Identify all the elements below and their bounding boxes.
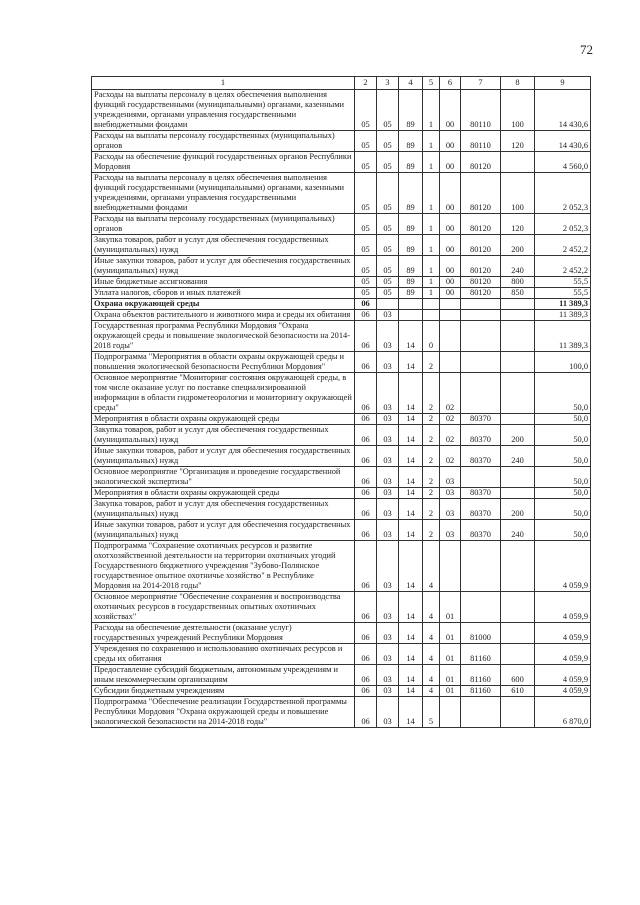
amount: 100,0: [535, 352, 591, 373]
activity-code: 00: [440, 256, 461, 277]
row-description: Расходы на выплаты персоналу государственных (муниципальных) органов: [92, 131, 355, 152]
subsection-code: 03: [377, 321, 399, 352]
subprogram-code: 2: [423, 446, 440, 467]
expense-code: 81160: [461, 665, 501, 686]
subsection-code: 05: [377, 235, 399, 256]
section-code: 05: [355, 235, 377, 256]
page-number: 72: [580, 42, 593, 57]
amount: 4 059,9: [535, 686, 591, 697]
row-description: Субсидии бюджетным учреждениям: [92, 686, 355, 697]
expense-type-code: 240: [501, 520, 535, 541]
section-code: 06: [355, 299, 377, 310]
subsection-code: 05: [377, 90, 399, 131]
amount: 2 452,2: [535, 256, 591, 277]
amount: 50,0: [535, 467, 591, 488]
subprogram-code: 2: [423, 520, 440, 541]
subsection-code: 03: [377, 310, 399, 321]
program-code: 14: [399, 414, 423, 425]
subprogram-code: 0: [423, 321, 440, 352]
subprogram-code: 1: [423, 235, 440, 256]
row-description: Основное мероприятие "Обеспечение сохранения и воспроизводства охотничьих ресурсов в государственных опытных охотничьих хозяйствах": [92, 592, 355, 623]
header-cell: 6: [440, 77, 461, 90]
expense-code: [461, 321, 501, 352]
row-description: Государственная программа Республики Мордовия "Охрана окружающей среды и повышение экологической безопасности на 2014-2018 годы": [92, 321, 355, 352]
table-row: [92, 288, 591, 299]
expense-code: [461, 310, 501, 321]
section-code: 06: [355, 644, 377, 665]
amount: 4 059,9: [535, 665, 591, 686]
section-code: 06: [355, 697, 377, 728]
section-code: 06: [355, 321, 377, 352]
expense-type-code: [501, 541, 535, 592]
header-cell: 9: [535, 77, 591, 90]
row-description: Подпрограмма "Мероприятия в области охраны окружающей среды и повышения экологической безопасности Республики Мордовия": [92, 352, 355, 373]
expense-type-code: 200: [501, 425, 535, 446]
expense-type-code: [501, 697, 535, 728]
activity-code: 01: [440, 644, 461, 665]
expense-type-code: 200: [501, 499, 535, 520]
table-row: [92, 373, 591, 414]
table-row: [92, 665, 591, 686]
row-description: Закупка товаров, работ и услуг для обеспечения государственных (муниципальных) нужд: [92, 235, 355, 256]
program-code: 14: [399, 467, 423, 488]
expense-code: 80370: [461, 414, 501, 425]
expense-code: [461, 541, 501, 592]
subsection-code: 03: [377, 697, 399, 728]
row-description: Подпрограмма "Сохранение охотничьих ресурсов и развитие охотхозяйственной деятельности на территории охотничьих угодий Государственного бюджетного учреждения "Зубово-Полянское государственное опытное охотничье хозяйство" в Республике Мордовия на 2014-2018 годы": [92, 541, 355, 592]
subprogram-code: 1: [423, 214, 440, 235]
activity-code: 02: [440, 414, 461, 425]
activity-code: [440, 310, 461, 321]
expense-type-code: 600: [501, 665, 535, 686]
row-description: Основное мероприятие "Организация и проведение государственной экологической экспертизы": [92, 467, 355, 488]
section-code: 05: [355, 288, 377, 299]
row-description: Предоставление субсидий бюджетным, автономным учреждениям и иным некоммерческим организациям: [92, 665, 355, 686]
program-code: [399, 310, 423, 321]
program-code: 14: [399, 520, 423, 541]
section-code: 05: [355, 214, 377, 235]
section-code: 06: [355, 446, 377, 467]
expense-type-code: [501, 152, 535, 173]
subsection-code: 03: [377, 644, 399, 665]
expense-code: 80120: [461, 288, 501, 299]
section-code: 05: [355, 152, 377, 173]
row-description: Подпрограмма "Обеспечение реализации Государственной программы Республики Мордовия "Охрана окружающей среды и повышение экологической безопасности на 2014-2018 годы": [92, 697, 355, 728]
expense-code: 81000: [461, 623, 501, 644]
section-code: 06: [355, 352, 377, 373]
subsection-code: 03: [377, 414, 399, 425]
section-code: 05: [355, 173, 377, 214]
amount: 4 059,9: [535, 592, 591, 623]
subprogram-code: 5: [423, 697, 440, 728]
section-code: 06: [355, 499, 377, 520]
section-code: 05: [355, 256, 377, 277]
expense-code: [461, 467, 501, 488]
section-code: 06: [355, 310, 377, 321]
expense-type-code: 240: [501, 446, 535, 467]
row-description: Уплата налогов, сборов и иных платежей: [92, 288, 355, 299]
activity-code: 03: [440, 488, 461, 499]
table-row: [92, 541, 591, 592]
amount: 50,0: [535, 425, 591, 446]
subprogram-code: 2: [423, 373, 440, 414]
activity-code: 00: [440, 131, 461, 152]
subsection-code: 03: [377, 425, 399, 446]
program-code: 89: [399, 256, 423, 277]
expense-type-code: 240: [501, 256, 535, 277]
row-description: Расходы на обеспечение функций государственных органов Республики Мордовия: [92, 152, 355, 173]
expense-code: 80110: [461, 90, 501, 131]
program-code: [399, 299, 423, 310]
section-code: 05: [355, 90, 377, 131]
expense-type-code: 200: [501, 235, 535, 256]
subsection-code: 03: [377, 467, 399, 488]
subprogram-code: 2: [423, 488, 440, 499]
program-code: 14: [399, 592, 423, 623]
program-code: 14: [399, 644, 423, 665]
activity-code: 01: [440, 686, 461, 697]
expense-code: 80110: [461, 131, 501, 152]
expense-type-code: 120: [501, 214, 535, 235]
subprogram-code: 1: [423, 152, 440, 173]
row-description: Учреждения по сохранению и использованию охотничьих ресурсов и среды их обитания: [92, 644, 355, 665]
header-cell: 7: [461, 77, 501, 90]
subsection-code: 03: [377, 446, 399, 467]
activity-code: 02: [440, 373, 461, 414]
table-header-row: [92, 77, 591, 90]
activity-code: 01: [440, 665, 461, 686]
row-description: Мероприятия в области охраны окружающей среды: [92, 414, 355, 425]
table-row: [92, 352, 591, 373]
table-row: [92, 488, 591, 499]
row-description: Мероприятия в области охраны окружающей среды: [92, 488, 355, 499]
table-row: [92, 414, 591, 425]
subprogram-code: [423, 299, 440, 310]
table-row: [92, 90, 591, 131]
amount: 4 059,9: [535, 541, 591, 592]
subsection-code: 03: [377, 499, 399, 520]
row-description: Охрана окружающей среды: [92, 299, 355, 310]
subsection-code: [377, 299, 399, 310]
row-description: Охрана объектов растительного и животного мира и среды их обитания: [92, 310, 355, 321]
expense-type-code: [501, 488, 535, 499]
program-code: 14: [399, 697, 423, 728]
program-code: 14: [399, 425, 423, 446]
activity-code: 00: [440, 152, 461, 173]
amount: 50,0: [535, 488, 591, 499]
subprogram-code: 2: [423, 467, 440, 488]
subsection-code: 05: [377, 256, 399, 277]
expense-type-code: [501, 352, 535, 373]
row-description: Расходы на выплаты персоналу государственных (муниципальных) органов: [92, 214, 355, 235]
section-code: 06: [355, 541, 377, 592]
expense-code: 81160: [461, 686, 501, 697]
program-code: 89: [399, 214, 423, 235]
program-code: 89: [399, 235, 423, 256]
amount: 2 052,3: [535, 173, 591, 214]
section-code: 06: [355, 686, 377, 697]
section-code: 06: [355, 373, 377, 414]
subprogram-code: 1: [423, 90, 440, 131]
program-code: 14: [399, 623, 423, 644]
program-code: 14: [399, 499, 423, 520]
activity-code: 00: [440, 235, 461, 256]
amount: 14 430,6: [535, 131, 591, 152]
expense-type-code: 800: [501, 277, 535, 288]
table-row: [92, 697, 591, 728]
expense-code: 80370: [461, 520, 501, 541]
activity-code: 02: [440, 425, 461, 446]
subsection-code: 03: [377, 665, 399, 686]
subprogram-code: 2: [423, 352, 440, 373]
expense-code: 80120: [461, 214, 501, 235]
subprogram-code: 2: [423, 425, 440, 446]
section-code: 05: [355, 277, 377, 288]
program-code: 14: [399, 352, 423, 373]
table-row: [92, 644, 591, 665]
expense-code: 80120: [461, 152, 501, 173]
subsection-code: 05: [377, 131, 399, 152]
row-description: Закупка товаров, работ и услуг для обеспечения государственных (муниципальных) нужд: [92, 425, 355, 446]
subprogram-code: 4: [423, 686, 440, 697]
header-cell: 1: [92, 77, 355, 90]
activity-code: 00: [440, 90, 461, 131]
expense-code: 80120: [461, 256, 501, 277]
expense-type-code: [501, 623, 535, 644]
expense-code: 80370: [461, 488, 501, 499]
program-code: 89: [399, 90, 423, 131]
row-description: Расходы на обеспечение деятельности (оказание услуг) государственных учреждений Республики Мордовия: [92, 623, 355, 644]
subsection-code: 05: [377, 288, 399, 299]
subprogram-code: 1: [423, 131, 440, 152]
header-cell: 3: [377, 77, 399, 90]
section-code: 06: [355, 623, 377, 644]
amount: 11 389,3: [535, 299, 591, 310]
row-description: Закупка товаров, работ и услуг для обеспечения государственных (муниципальных) нужд: [92, 499, 355, 520]
expense-type-code: 850: [501, 288, 535, 299]
amount: 4 059,9: [535, 623, 591, 644]
subprogram-code: 4: [423, 623, 440, 644]
section-code: 06: [355, 488, 377, 499]
subprogram-code: [423, 310, 440, 321]
expense-code: [461, 592, 501, 623]
amount: 50,0: [535, 499, 591, 520]
expense-type-code: [501, 299, 535, 310]
activity-code: 00: [440, 173, 461, 214]
program-code: 89: [399, 173, 423, 214]
table-row: [92, 467, 591, 488]
subsection-code: 03: [377, 592, 399, 623]
subsection-code: 03: [377, 520, 399, 541]
expense-code: [461, 352, 501, 373]
expense-code: 81160: [461, 644, 501, 665]
amount: 2 052,3: [535, 214, 591, 235]
header-cell: 8: [501, 77, 535, 90]
subprogram-code: 4: [423, 541, 440, 592]
activity-code: [440, 541, 461, 592]
activity-code: [440, 352, 461, 373]
program-code: 89: [399, 152, 423, 173]
section-code: 06: [355, 425, 377, 446]
activity-code: 03: [440, 467, 461, 488]
expense-type-code: [501, 414, 535, 425]
program-code: 89: [399, 131, 423, 152]
program-code: 14: [399, 665, 423, 686]
expense-code: 80370: [461, 446, 501, 467]
expense-code: [461, 299, 501, 310]
row-description: Иные закупки товаров, работ и услуг для обеспечения государственных (муниципальных) нужд: [92, 446, 355, 467]
subsection-code: 05: [377, 277, 399, 288]
subprogram-code: 1: [423, 173, 440, 214]
subsection-code: 03: [377, 623, 399, 644]
program-code: 14: [399, 541, 423, 592]
activity-code: 00: [440, 288, 461, 299]
table-row: [92, 520, 591, 541]
subprogram-code: 1: [423, 256, 440, 277]
subsection-code: 03: [377, 541, 399, 592]
amount: 4 560,0: [535, 152, 591, 173]
table-row: [92, 425, 591, 446]
table-row: [92, 131, 591, 152]
subprogram-code: 4: [423, 592, 440, 623]
section-code: 06: [355, 414, 377, 425]
table-row: [92, 235, 591, 256]
budget-table: [91, 76, 591, 728]
expense-type-code: 610: [501, 686, 535, 697]
subprogram-code: 4: [423, 644, 440, 665]
table-row: [92, 592, 591, 623]
table-row: [92, 446, 591, 467]
amount: 50,0: [535, 373, 591, 414]
program-code: 89: [399, 277, 423, 288]
expense-code: 80370: [461, 499, 501, 520]
expense-type-code: [501, 321, 535, 352]
subprogram-code: 2: [423, 414, 440, 425]
amount: 6 870,0: [535, 697, 591, 728]
expense-code: [461, 373, 501, 414]
activity-code: 02: [440, 446, 461, 467]
amount: 2 452,2: [535, 235, 591, 256]
section-code: 06: [355, 665, 377, 686]
section-code: 06: [355, 520, 377, 541]
expense-type-code: [501, 592, 535, 623]
subprogram-code: 2: [423, 499, 440, 520]
program-code: 14: [399, 373, 423, 414]
amount: 50,0: [535, 520, 591, 541]
subsection-code: 03: [377, 352, 399, 373]
subsection-code: 03: [377, 686, 399, 697]
header-cell: 5: [423, 77, 440, 90]
activity-code: 03: [440, 520, 461, 541]
subsection-code: 03: [377, 488, 399, 499]
expense-code: 80120: [461, 173, 501, 214]
activity-code: 01: [440, 592, 461, 623]
row-description: Основное мероприятие "Мониторинг состояния окружающей среды, в том числе оказание услуг по поставке специализированной информации в области гидрометеорологии и мониторингу окружающей среды": [92, 373, 355, 414]
table-row: [92, 321, 591, 352]
row-description: Иные закупки товаров, работ и услуг для обеспечения государственных (муниципальных) нужд: [92, 520, 355, 541]
row-description: Иные закупки товаров, работ и услуг для обеспечения государственных (муниципальных) нужд: [92, 256, 355, 277]
table-row: [92, 256, 591, 277]
program-code: 14: [399, 446, 423, 467]
table-row: [92, 173, 591, 214]
activity-code: 00: [440, 277, 461, 288]
program-code: 14: [399, 686, 423, 697]
expense-type-code: [501, 644, 535, 665]
activity-code: [440, 299, 461, 310]
subsection-code: 05: [377, 173, 399, 214]
table-row: [92, 299, 591, 310]
expense-type-code: [501, 467, 535, 488]
section-code: 06: [355, 467, 377, 488]
row-description: Иные бюджетные ассигнования: [92, 277, 355, 288]
table-row: [92, 152, 591, 173]
activity-code: [440, 697, 461, 728]
subsection-code: 05: [377, 214, 399, 235]
row-description: Расходы на выплаты персоналу в целях обеспечения выполнения функций государственными (муниципальными) органами, казенными учреждениями, органами управления государственными внебюджетными фондами: [92, 173, 355, 214]
expense-type-code: [501, 310, 535, 321]
amount: 55,5: [535, 277, 591, 288]
table-row: [92, 214, 591, 235]
row-description: Расходы на выплаты персоналу в целях обеспечения выполнения функций государственными (муниципальными) органами, казенными учреждениями, органами управления государственными внебюджетными фондами: [92, 90, 355, 131]
amount: 50,0: [535, 414, 591, 425]
amount: 55,5: [535, 288, 591, 299]
expense-type-code: 100: [501, 90, 535, 131]
subprogram-code: 1: [423, 288, 440, 299]
amount: 4 059,9: [535, 644, 591, 665]
section-code: 06: [355, 592, 377, 623]
expense-type-code: 100: [501, 173, 535, 214]
subsection-code: 05: [377, 152, 399, 173]
expense-code: 80120: [461, 277, 501, 288]
activity-code: 01: [440, 623, 461, 644]
amount: 14 430,6: [535, 90, 591, 131]
table-row: [92, 499, 591, 520]
amount: 50,0: [535, 446, 591, 467]
subsection-code: 03: [377, 373, 399, 414]
activity-code: [440, 321, 461, 352]
expense-type-code: 120: [501, 131, 535, 152]
table-row: [92, 686, 591, 697]
activity-code: 03: [440, 499, 461, 520]
expense-code: 80370: [461, 425, 501, 446]
subprogram-code: 1: [423, 277, 440, 288]
amount: 11 389,3: [535, 310, 591, 321]
expense-code: [461, 697, 501, 728]
program-code: 14: [399, 488, 423, 499]
subprogram-code: 4: [423, 665, 440, 686]
expense-type-code: [501, 373, 535, 414]
table-row: [92, 310, 591, 321]
activity-code: 00: [440, 214, 461, 235]
header-cell: 2: [355, 77, 377, 90]
section-code: 05: [355, 131, 377, 152]
program-code: 14: [399, 321, 423, 352]
header-cell: 4: [399, 77, 423, 90]
expense-code: 80120: [461, 235, 501, 256]
program-code: 89: [399, 288, 423, 299]
amount: 11 389,3: [535, 321, 591, 352]
table-row: [92, 623, 591, 644]
table-row: [92, 277, 591, 288]
